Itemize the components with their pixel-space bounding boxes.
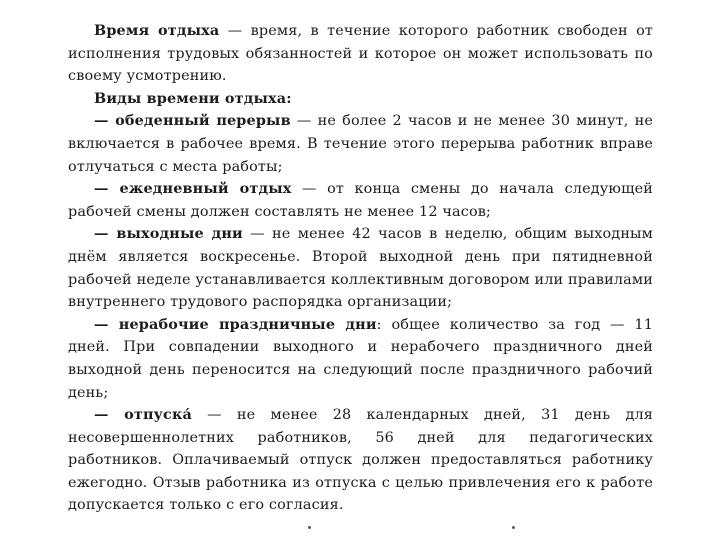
item-dash: — <box>94 180 120 198</box>
scan-speck <box>512 526 515 529</box>
list-item <box>68 110 653 178</box>
item-term: обеденный перерыв <box>115 112 291 130</box>
list-item <box>68 404 653 517</box>
definition-term: Время отдыха <box>94 22 220 39</box>
document-page <box>68 20 653 517</box>
item-term: выходные дни <box>116 225 243 243</box>
list-item <box>68 178 653 223</box>
item-dash: — <box>94 225 117 243</box>
list-item <box>68 223 653 313</box>
types-heading <box>68 88 653 111</box>
item-term: нерабочие праздничные дни <box>118 315 377 333</box>
item-dash: — <box>94 315 119 333</box>
item-text: : общее количество за год — 11 дней. При совпадении выходного и нерабочего праздничного дней выходной день переносится на следующий после праздничного рабочий день; <box>68 316 654 401</box>
definition-paragraph <box>68 20 653 88</box>
item-text: — от конца смены до начала следующей рабочей смены должен составлять не менее 12 часов; <box>68 181 654 220</box>
scan-speck <box>308 526 311 529</box>
item-text: — не более 2 часов и не менее 30 минут, не включается в рабочее время. В течение этого перерыва работник вправе отлучаться с места работы; <box>68 113 654 175</box>
item-term: ежедневный отдых <box>119 180 292 198</box>
item-term: отпуска́ <box>124 406 192 424</box>
list-item <box>68 314 653 404</box>
item-text: — не менее 28 календарных дней, 31 день для несовершеннолетних работников, 56 дней для педагогических работников. Оплачиваемый отпуск должен предоставляться работнику ежегодно. Отзыв работника из отпуска с целью привлечения его к работе допускается только с его согласия. <box>68 407 653 514</box>
item-dash: — <box>94 112 116 130</box>
item-text: — не менее 42 часов в неделю, общим выходным днём является воскресенье. Второй выходной день при пятидневной рабочей неделе устанавливается коллективным договором или правилами внутреннего трудового распорядка организации; <box>68 226 654 311</box>
types-heading-text: Виды времени отдыха: <box>94 89 292 107</box>
definition-text: — время, в течение которого работник свободен от исполнения трудовых обязанностей и которое он может использовать по своему усмотрению. <box>68 23 654 85</box>
item-dash: — <box>94 406 125 424</box>
